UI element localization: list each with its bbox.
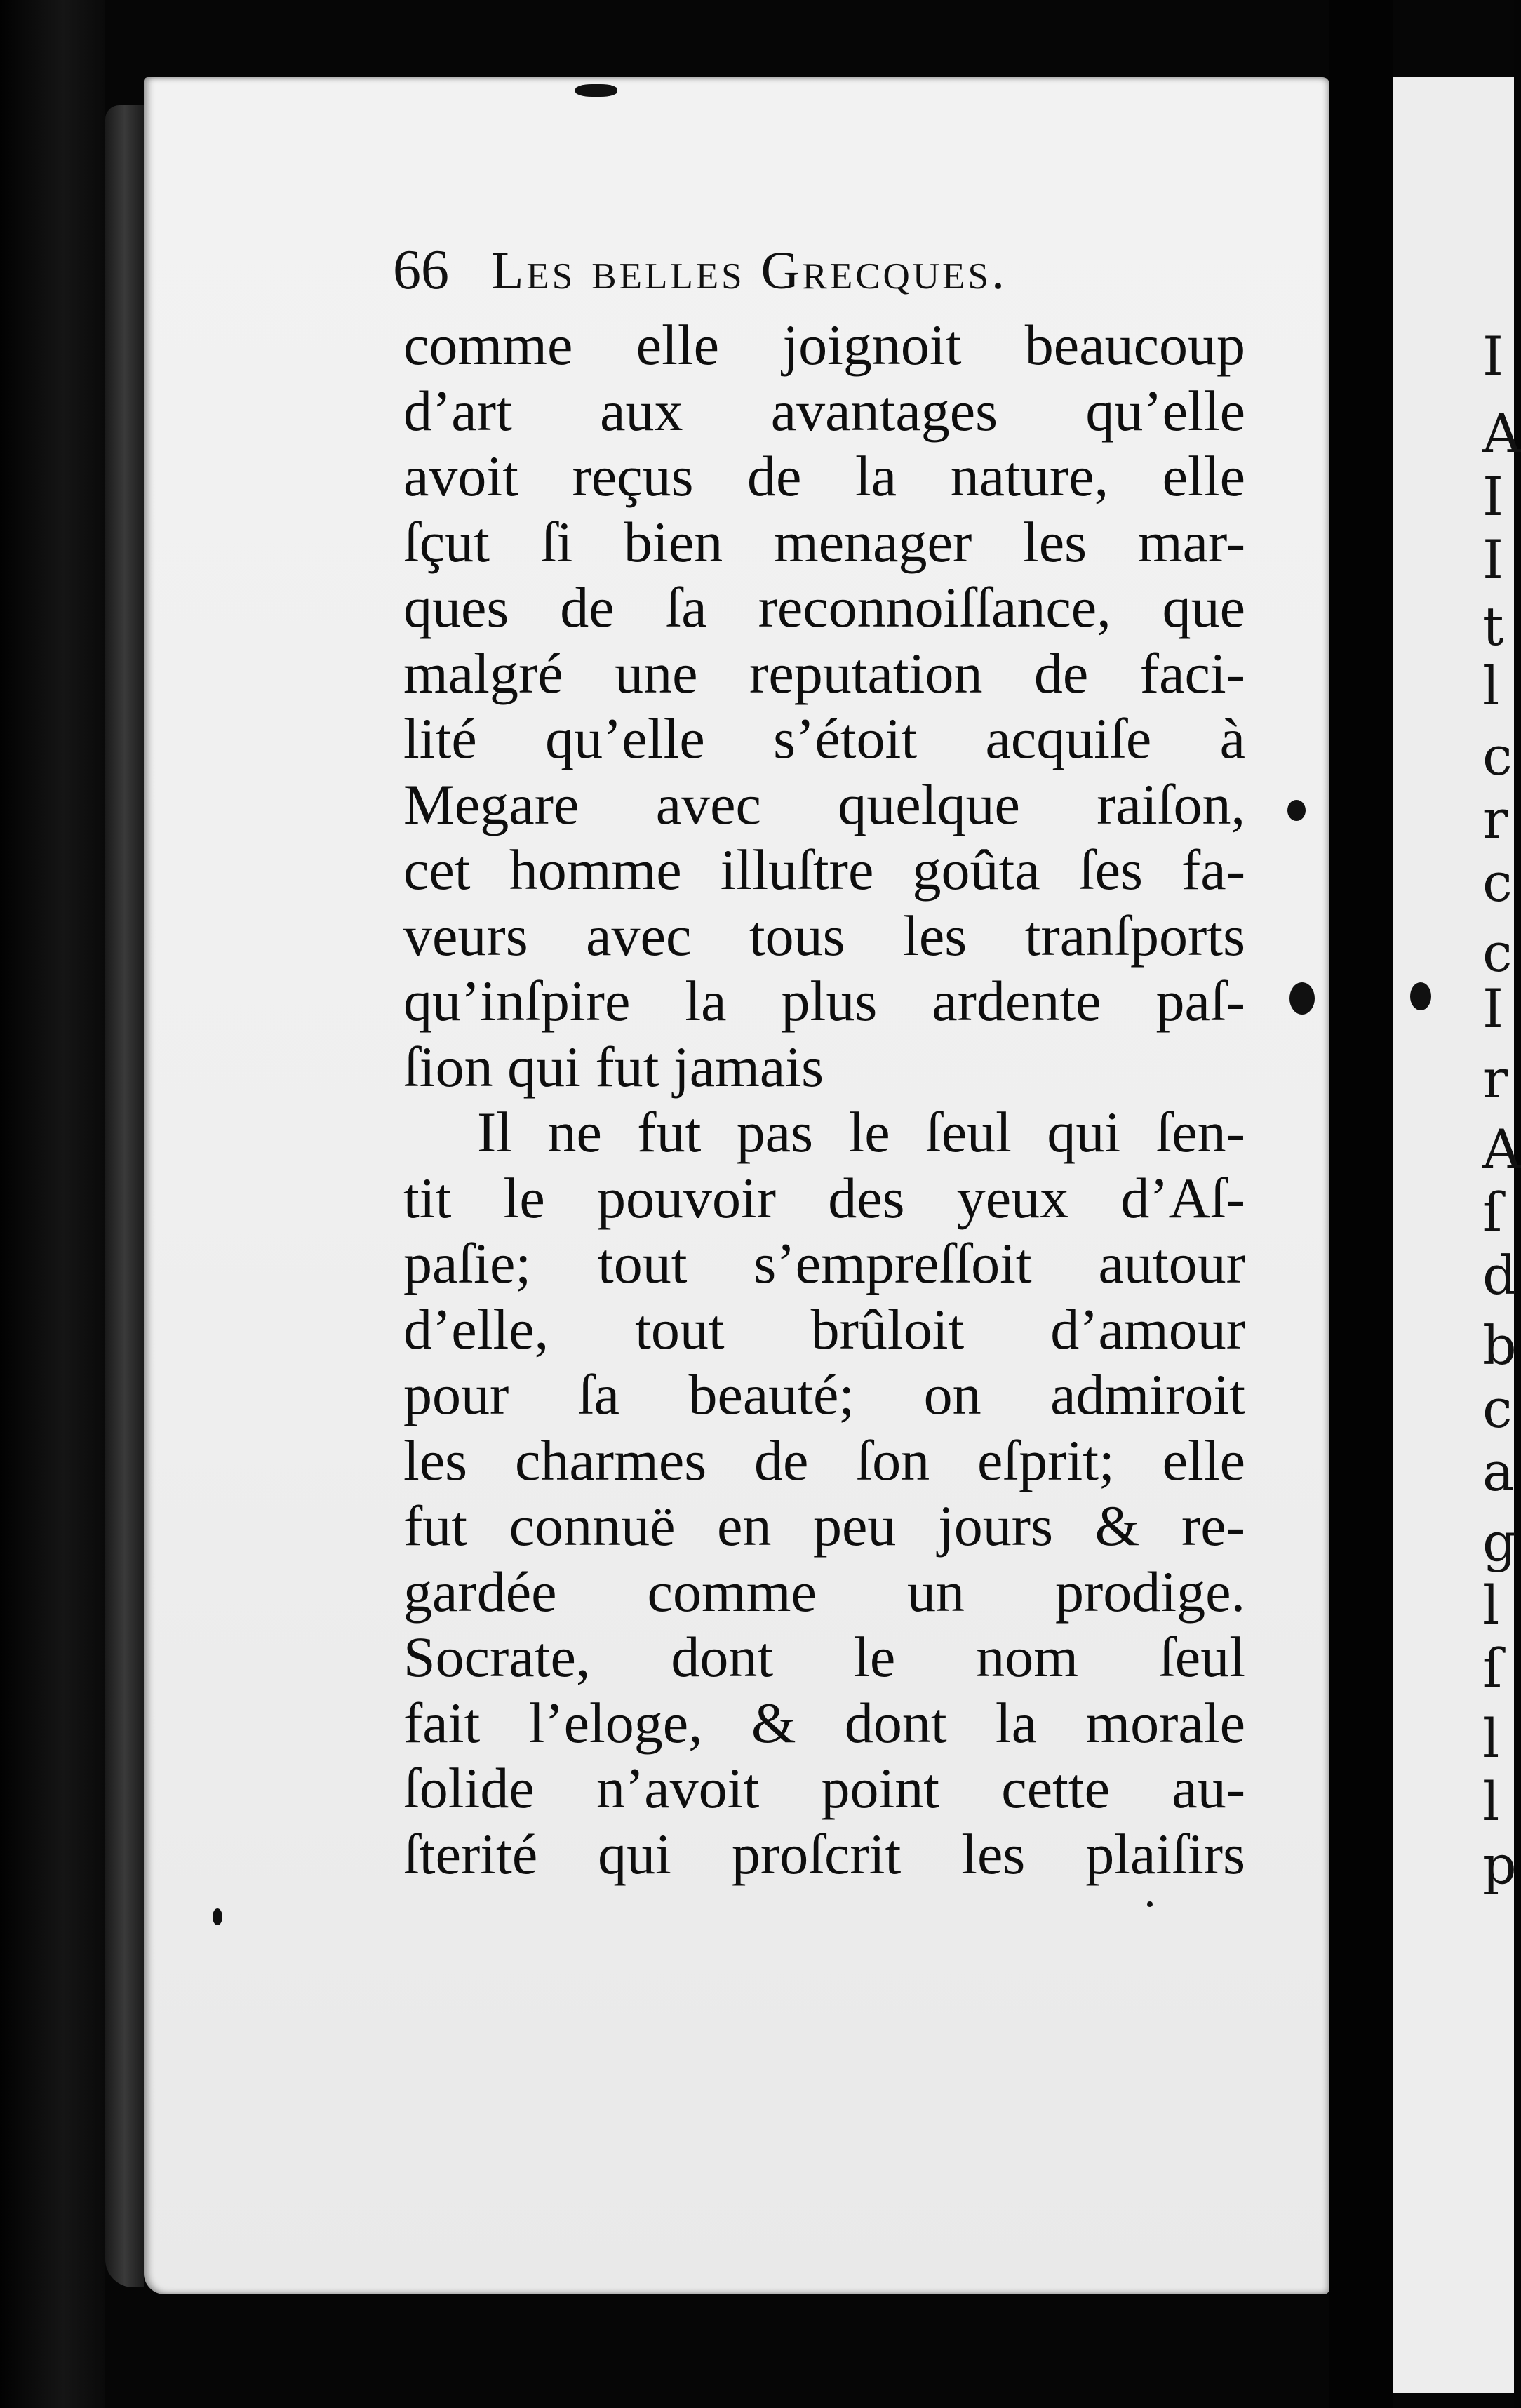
text-line: qu’inſpire la plus ardente paſ- — [403, 969, 1245, 1033]
adjacent-page-fragment: A — [1482, 402, 1521, 464]
adjacent-page-fragment: c — [1482, 851, 1513, 914]
page-number: 66 — [393, 239, 449, 301]
text-line: gardée comme un prodige. — [403, 1559, 1245, 1624]
page-edge — [105, 105, 144, 2287]
adjacent-page-fragment: b — [1482, 1314, 1517, 1377]
ink-speck — [1147, 1901, 1153, 1907]
running-title: Les belles Grecques. — [491, 241, 1007, 300]
adjacent-page-fragment: l — [1482, 1574, 1500, 1636]
adjacent-page-fragment: I — [1482, 528, 1504, 591]
adjacent-page-fragment: l — [1482, 1770, 1500, 1833]
text-line: fait l’eloge, & dont la morale — [403, 1690, 1245, 1755]
ink-speck — [575, 84, 617, 97]
adjacent-page — [1393, 77, 1521, 2393]
ink-speck — [1410, 982, 1431, 1010]
text-line: pour ſa beauté; on admiroit — [403, 1363, 1245, 1426]
adjacent-page-fragment: c — [1482, 921, 1513, 984]
paragraph-start-line: Il ne fut pas le ſeul qui ſen- — [477, 1100, 1245, 1164]
adjacent-page-fragment: d — [1482, 1244, 1517, 1306]
text-line: d’art aux avantages qu’elle — [403, 378, 1245, 443]
text-line: tit le pouvoir des yeux d’Aſ- — [403, 1165, 1245, 1230]
adjacent-page-fragment: l — [1482, 655, 1500, 717]
ink-speck — [1289, 982, 1315, 1015]
text-line: lité qu’elle s’étoit acquiſe à — [403, 707, 1245, 770]
adjacent-page-fragment: c — [1482, 1377, 1513, 1440]
page-gutter — [1329, 0, 1393, 2408]
text-line: ques de ſa reconnoiſſance, que — [403, 575, 1245, 639]
text-line: veurs avec tous les tranſports — [403, 903, 1245, 968]
text-line: fut connuë en peu jours & re- — [403, 1494, 1245, 1558]
text-line: avoit reçus de la nature, elle — [403, 444, 1245, 508]
adjacent-page-fragment: l — [1482, 1707, 1500, 1770]
adjacent-page-fragment: t — [1482, 595, 1504, 657]
adjacent-page-fragment: I — [1482, 325, 1504, 387]
adjacent-page-fragment: I — [1482, 465, 1504, 528]
text-line: d’elle, tout brûloit d’amour — [403, 1297, 1245, 1361]
text-line: ſion qui fut jamais — [403, 1034, 824, 1099]
text-line: comme elle joignoit beaucoup — [403, 313, 1245, 377]
text-line: Megare avec quelque raiſon, — [403, 772, 1245, 836]
text-line: ſterité qui proſcrit les plaiſirs — [403, 1821, 1245, 1886]
text-line: malgré une reputation de faci- — [403, 641, 1245, 705]
text-line: Socrate, dont le nom ſeul — [403, 1625, 1245, 1689]
adjacent-page-fragment: I — [1482, 977, 1504, 1040]
adjacent-page-fragment: c — [1482, 725, 1513, 787]
text-line: les charmes de ſon eſprit; elle — [403, 1428, 1245, 1492]
page-header — [393, 239, 1270, 316]
adjacent-page-fragment: r — [1482, 788, 1508, 850]
text-line: ſolide n’avoit point cette au- — [403, 1756, 1245, 1820]
adjacent-page-fragment: g — [1482, 1511, 1517, 1573]
text-line: ſçut ſi bien menager les mar- — [403, 509, 1245, 574]
text-line: cet homme illuſtre goûta ſes fa- — [403, 838, 1245, 902]
adjacent-page-fragment: p — [1482, 1833, 1517, 1896]
adjacent-page-fragment: a — [1482, 1440, 1515, 1503]
adjacent-page-fragment: ſ — [1482, 1181, 1503, 1243]
ink-speck — [1287, 800, 1306, 821]
adjacent-page-fragment: ſ — [1482, 1637, 1503, 1699]
adjacent-page-fragment: A — [1482, 1118, 1521, 1180]
adjacent-page-fragment: r — [1482, 1048, 1508, 1110]
body-text — [403, 312, 1245, 1887]
book-binding — [0, 0, 105, 2408]
ink-speck — [213, 1908, 222, 1925]
text-line: paſie; tout s’empreſſoit autour — [403, 1231, 1245, 1295]
